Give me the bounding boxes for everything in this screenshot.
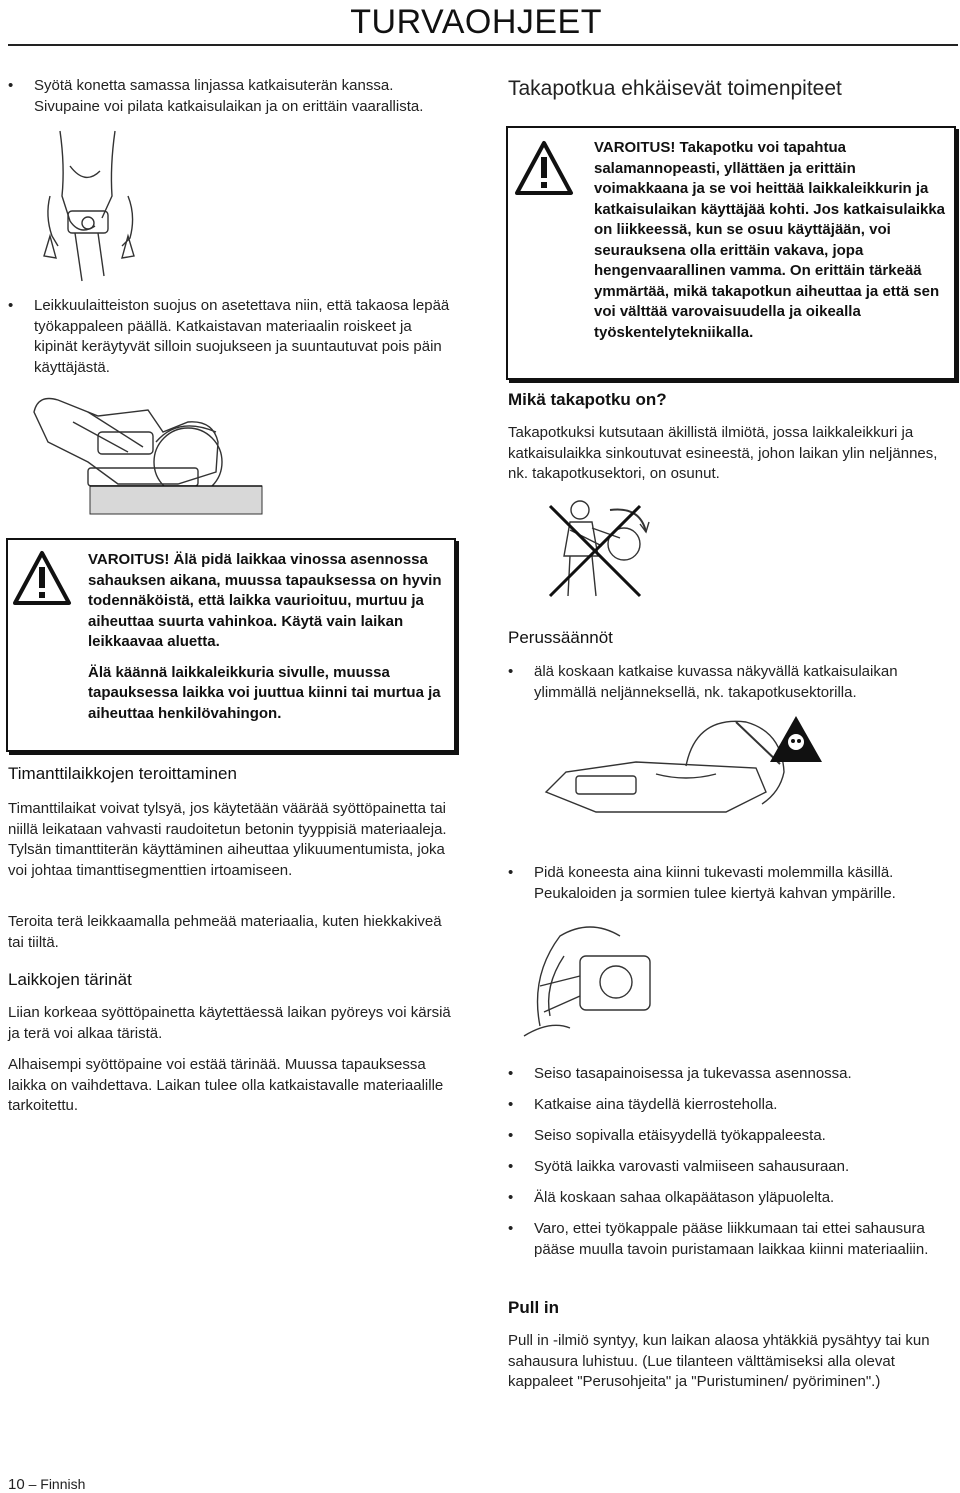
paragraph: Pull in -ilmiö syntyy, kun laikan alaosa yhtäkkiä pysähtyy tai kun sahausura luhistuu. (Lue tilanteen välttämiseksi alla olevat kappaleet "Perusohjeita" ja "Puristuminen/ pyöriminen".): [508, 1332, 930, 1390]
page-number: 10: [8, 1476, 25, 1493]
footer-language: Finnish: [40, 1476, 86, 1492]
warning-text: [88, 550, 448, 724]
section-heading: Timanttilaikkojen teroittaminen: [8, 764, 237, 783]
paragraph: Teroita terä leikkaamalla pehmeää materiaalia, kuten hiekkakiveä tai tiiltä.: [8, 913, 442, 951]
paragraph: Liian korkeaa syöttöpainetta käytettäessä laikan pyöreys voi kärsiä ja terä voi alkaa täristä.: [8, 1004, 451, 1042]
warning-paragraph: Älä käännä laikkaleikkuria sivulle, muussa tapauksessa laikka voi juuttua kiinni tai murtua ja aiheuttaa henkilövahingon.: [88, 663, 441, 722]
cutter-on-workpiece-illustration: [28, 392, 448, 522]
section-heading: Perussäännöt: [508, 628, 613, 647]
section-heading: Pull in: [508, 1298, 559, 1317]
bullet-list-guard: [8, 296, 458, 378]
kickback-zone-illustration: [536, 712, 826, 832]
header-rule: [8, 44, 958, 46]
bullet-list-basics: [508, 662, 956, 703]
list-item: • Katkaise aina täydellä kierrosteholla.: [508, 1095, 956, 1116]
kickback-person-illustration: [540, 496, 650, 606]
list-item: • Seiso tasapainoisessa ja tukevassa asennossa.: [508, 1064, 956, 1085]
list-item: • Älä koskaan sahaa olkapäätason yläpuolelta.: [508, 1188, 956, 1209]
skull-icon: [770, 716, 822, 762]
section-heading: Laikkojen tärinät: [8, 970, 132, 989]
warning-box-tilt: [6, 538, 456, 752]
warning-triangle-icon: [514, 140, 574, 196]
paragraph: Takapotkuksi kutsutaan äkillistä ilmiötä, jossa laikkaleikkuri ja katkaisulaikka sinkoutuvat esineestä, johon laikan ylin neljännes, nk. takapotkusektori, on osunut.: [508, 424, 938, 482]
bullet-list-feed: [8, 76, 458, 117]
list-item: • Leikkuulaitteiston suojus on asetettava niin, että takaosa lepää työkappaleen päällä. Katkaistavan materiaalin roiskeet ja kipinät keräytyvät silloin suojukseen ja suuntautuvat pois päin käyttäjästä.: [8, 296, 458, 378]
section-heading: Takapotkua ehkäisevät toimenpiteet: [508, 77, 842, 100]
section-heading: Mikä takapotku on?: [508, 390, 667, 409]
paragraph: Timanttilaikat voivat tylsyä, jos käytetään väärää syöttöpainetta tai niillä leikataan vahvasti raudoitetun betonin tyyppisiä materiaaleja. Tylsän timanttiterän käyttäminen aiheuttaa ylikuumentumista, joka voi johtaa timanttisegmenttien irtoamiseen.: [8, 800, 447, 879]
list-item: • Syötä konetta samassa linjassa katkaisuterän kanssa. Sivupaine voi pilata katkaisulaikan ja on erittäin vaarallista.: [8, 76, 458, 117]
list-item: • älä koskaan katkaise kuvassa näkyvällä katkaisulaikan ylimmällä neljänneksellä, nk. takapotkusektorilla.: [508, 662, 956, 703]
two-hand-grip-illustration: [520, 916, 680, 1046]
warning-box-kickback: [506, 126, 956, 380]
bullet-list-grip: [508, 863, 956, 904]
page-footer: [8, 1476, 85, 1493]
warning-paragraph: VAROITUS! Älä pidä laikkaa vinossa asennossa sahauksen aikana, muussa tapauksessa on hyvin todennäköistä, että laikka vaurioituu, murtuu ja aiheuttaa suurta vahinkoa. Käytä vain laikan leikkaavaa aluetta.: [88, 551, 442, 650]
list-item: • Syötä laikka varovasti valmiiseen sahausuraan.: [508, 1157, 956, 1178]
footer-dash: –: [28, 1476, 37, 1492]
list-item: • Pidä koneesta aina kiinni tukevasti molemmilla käsillä. Peukaloiden ja sormien tulee kiertyä kahvan ympärille.: [508, 863, 956, 904]
operator-illustration: [40, 126, 140, 286]
list-item: • Varo, ettei työkappale pääse liikkumaan tai ettei sahausura pääse muulla tavoin puristamaan laikkaa kiinni materiaaliin.: [508, 1219, 956, 1260]
bullet-list-rules: [508, 1064, 956, 1260]
warning-text: VAROITUS! Takapotku voi tapahtua salamannopeasti, yllättäen ja erittäin voimakkaana ja se voi heittää laikkaleikkurin ja katkaisulaikan käyttäjää kohti. Jos katkaisulaikka on liikkeessä, kun se osuu käyttäjään, voi seurauksena olla erittäin vakava, jopa hengenvaarallinen vamma. On erittäin tärkeää ymmärtää, mikä takapotkun aiheuttaa ja että sen voi välttää varovaisuudella ja oikealla työskentelytekniikalla.: [594, 139, 946, 341]
warning-triangle-icon: [12, 550, 72, 606]
paragraph: Alhaisempi syöttöpaine voi estää tärinää. Muussa tapauksessa laikka on vaihdettava. Laikan tulee olla katkaistavalle materiaalille tarkoitettu.: [8, 1056, 444, 1114]
list-item: • Seiso sopivalla etäisyydellä työkappaleesta.: [508, 1126, 956, 1147]
page-title: TURVAOHJEET: [350, 3, 602, 41]
